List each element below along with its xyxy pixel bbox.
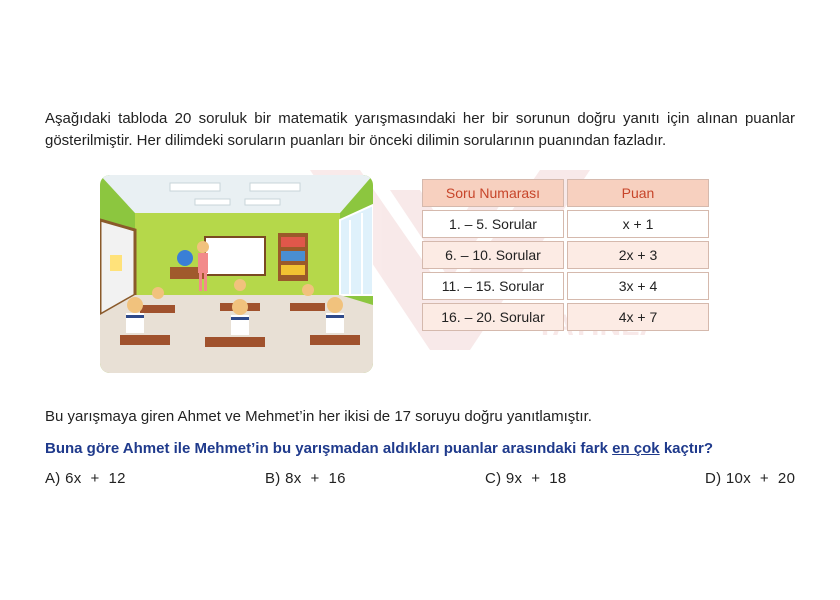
option-letter: A)	[45, 470, 61, 487]
intro-paragraph	[45, 108, 795, 152]
option-text: 10x + 20	[725, 470, 796, 487]
option-text: 8x + 16	[285, 470, 346, 487]
option-c[interactable]	[485, 470, 567, 487]
question-after: kaçtır?	[659, 440, 714, 457]
table-row	[422, 303, 709, 331]
table-row	[422, 272, 709, 300]
option-a[interactable]	[45, 470, 126, 487]
table-row	[422, 210, 709, 238]
option-letter: D)	[705, 470, 722, 487]
question-text	[45, 438, 795, 460]
table-header-row	[422, 179, 709, 207]
statement-text: Bu yarışmaya giren Ahmet ve Mehmet’in her ikisi de 17 soruyu doğru yanıtlamıştır.	[45, 408, 592, 425]
row-points: 3x + 4	[567, 272, 709, 300]
intro-line-1: Aşağıdaki tabloda 20 soruluk bir matematik yarışmasındaki her bir sorunun doğru yanıtı için alınan puanlar	[45, 110, 795, 127]
question-emphasis: en çok	[612, 440, 660, 457]
option-d[interactable]	[705, 470, 795, 487]
question-before: Buna göre Ahmet ile Mehmet’in bu yarışmadan aldıkları puanlar arasındaki fark	[45, 440, 613, 457]
row-range: 6. – 10. Sorular	[422, 241, 564, 269]
header-question-number: Soru Numarası	[422, 179, 564, 207]
classroom-illustration	[100, 175, 373, 373]
header-points: Puan	[567, 179, 709, 207]
row-range: 16. – 20. Sorular	[422, 303, 564, 331]
option-letter: B)	[265, 470, 281, 487]
table-row	[422, 241, 709, 269]
option-text: 9x + 18	[505, 470, 567, 487]
intro-line-2: gösterilmiştir. Her dilimdeki soruların puanları bir önceki dilimin sorularının puanından fazladır.	[45, 132, 667, 149]
score-table	[419, 176, 712, 334]
row-range: 11. – 15. Sorular	[422, 272, 564, 300]
option-text: 6x + 12	[65, 470, 126, 487]
row-range: 1. – 5. Sorular	[422, 210, 564, 238]
row-points: 4x + 7	[567, 303, 709, 331]
option-b[interactable]	[265, 470, 346, 487]
row-points: x + 1	[567, 210, 709, 238]
row-points: 2x + 3	[567, 241, 709, 269]
option-letter: C)	[485, 470, 502, 487]
